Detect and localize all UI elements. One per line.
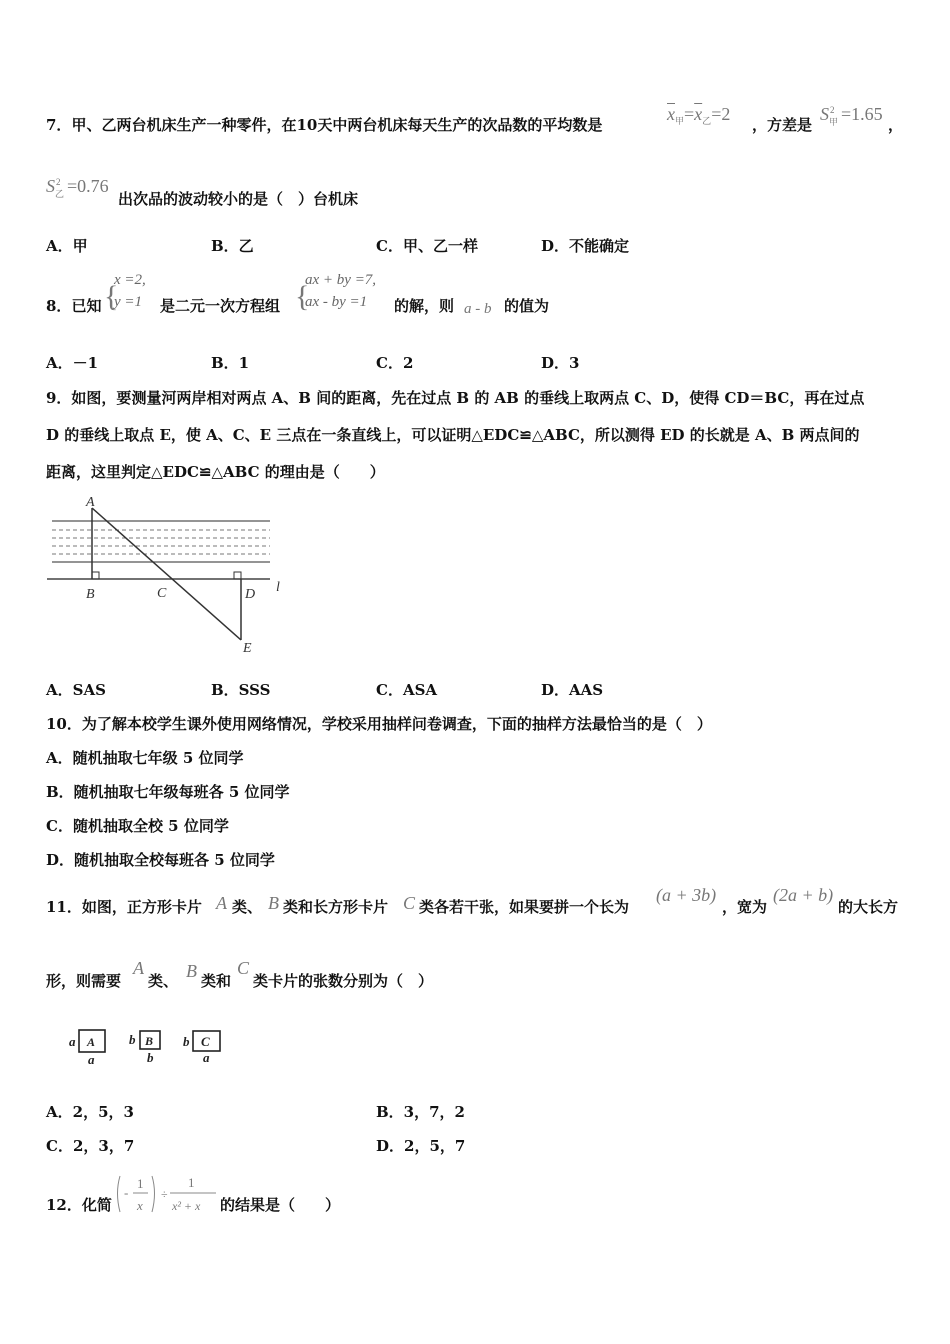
- q7-line1: 7．甲、乙两台机床生产一种零件，在10天中两台机床每天生产的次品数的平均数是: [46, 116, 603, 134]
- q7-text3: ，方差是: [752, 116, 813, 134]
- q11-width-expr: (2a + b): [773, 885, 834, 905]
- svg-text:x² + x: x² + x: [172, 1199, 201, 1213]
- q9-line1: 9．如图，要测量河两岸相对两点 A、B 间的距离，先在过点 B 的 AB 的垂线上取两点 C、D，使得 CD＝BC，再在过点: [46, 389, 865, 407]
- figure-label-c: C: [157, 586, 167, 601]
- svg-text:x: x: [137, 1198, 143, 1213]
- q9-river-figure: [40, 490, 300, 665]
- q12-line: 12．化简: [46, 1196, 112, 1214]
- q8-expr: a - b: [464, 301, 492, 317]
- card-a-side: a: [69, 1034, 76, 1049]
- q10-option-c[interactable]: C．随机抽取全校 5 位同学: [46, 817, 229, 835]
- q8-system-2: ax + by =7, ax - by =1: [305, 272, 377, 310]
- q7-number: 7．: [46, 116, 72, 134]
- q11-option-d[interactable]: D．2，5，7: [376, 1137, 466, 1155]
- q9-option-a[interactable]: A．SAS: [46, 681, 106, 699]
- figure-label-l: l: [276, 580, 280, 595]
- q7-option-a[interactable]: A．甲: [46, 237, 88, 255]
- card-c-side: b: [183, 1034, 190, 1049]
- q7-var2: S 2 乙 =0.76: [46, 176, 109, 199]
- q7-option-c[interactable]: C．甲、乙一样: [376, 237, 478, 255]
- q11-option-c[interactable]: C．2，3，7: [46, 1137, 135, 1155]
- card-b-bottom: b: [147, 1050, 154, 1065]
- q9-line3: 距离，这里判定△EDC≌△ABC 的理由是（ ）: [46, 463, 385, 481]
- q8-system-1: x =2, y =1: [114, 272, 146, 310]
- q7-option-d[interactable]: D．不能确定: [541, 237, 630, 255]
- q11-option-b[interactable]: B．3，7，2: [376, 1103, 465, 1121]
- document-page: 7．甲、乙两台机床生产一种零件，在10天中两台机床每天生产的次品数的平均数是 $\overline{x}_甲=\overline{x}_乙=2$ ，方差是 S 2 甲 =1.65 ， S 2 乙 =0.76 出次品的波动较小的是（ ）台机床 A．甲 B．乙 C．甲、乙一样 D．不能确定 8．已知 { x =2, y =1 是二元一次方程组 { ax + by =7, ax - by =1 的解，则 a - b 的值为 A．－1 B．1 C．2 D．3 9．如图，要测量河两岸相对两点 A、B 间的距离，先在过点 B 的 AB 的垂线上取两点 C、D，使得 CD＝BC，再在过点 D 的垂线上取点 E，使 A、C、E 三点在一条直线上，可以证明△EDC≌△ABC，所以测得 ED 的长就是 A、B 两点间的 距离，这里判定△EDC≌△ABC 的理由是（ ） A B C D E l A．SAS B．SSS C．ASA D．AAS 10．为了解本校学生课外使用网络情况，学校采用抽样问卷调查，下面的抽样方法最恰当的是（ ） A．随机抽取七年级 5 位同学 B．随机抽取七年级每班各 5 位同学 C．随机抽取全校 5 位同学 D．随机抽取全校每班各 5 位同学 11．如图，正方形卡片 A 类、 B 类和长方形卡片 C 类各若干张，如果要拼一个长为 (a + 3b) ，宽为 (2a + b) 的大长方 形，则需要 A 类、 B 类和 C 类卡片的张数分别为（ ） a A a b B b b C a A．2，5，3 B．3，7，2 C．2，3，7 D．2，5，7 12．化简 - 1 x ÷ 1 x² + x 的结果是（ ）: [0, 0, 950, 1344]
- q8-brace-1: {: [104, 280, 119, 313]
- q8-brace-2: {: [295, 280, 310, 313]
- figure-label-d: D: [245, 587, 256, 602]
- card-b-label: B: [145, 1034, 154, 1048]
- q9-option-b[interactable]: B．SSS: [211, 681, 271, 699]
- card-c-label: C: [201, 1034, 210, 1049]
- q7-text4: 出次品的波动较小的是（ ）台机床: [118, 190, 359, 208]
- q8-line: 8．已知: [46, 297, 102, 315]
- q7-mean-expr: $\overline{x}_甲=\overline{x}_乙=2$: [667, 104, 731, 126]
- q9-option-d[interactable]: D．AAS: [541, 681, 604, 699]
- q11-line1: 11．如图，正方形卡片: [46, 898, 202, 916]
- svg-text:-: -: [124, 1185, 129, 1200]
- svg-text:1: 1: [137, 1176, 144, 1191]
- q10-option-d[interactable]: D．随机抽取全校每班各 5 位同学: [46, 851, 275, 869]
- card-b-side: b: [129, 1032, 136, 1047]
- q8-option-b[interactable]: B．1: [211, 354, 250, 372]
- q7-var1: S 2 甲 =1.65: [820, 104, 883, 127]
- q11-cards-figure: [62, 1018, 252, 1068]
- q8-option-d[interactable]: D．3: [541, 354, 580, 372]
- q11-option-a[interactable]: A．2，5，3: [46, 1103, 134, 1121]
- q8-option-a[interactable]: A．－1: [46, 354, 99, 372]
- svg-text:÷: ÷: [161, 1187, 168, 1201]
- q12-expression: [112, 1170, 222, 1218]
- q8-option-c[interactable]: C．2: [376, 354, 414, 372]
- figure-label-a: A: [86, 495, 95, 510]
- q10-line1: 10．为了解本校学生课外使用网络情况，学校采用抽样问卷调查，下面的抽样方法最恰当的是（ ）: [46, 715, 712, 733]
- card-a-label: A: [87, 1035, 96, 1049]
- q9-option-c[interactable]: C．ASA: [376, 681, 438, 699]
- q9-line2: D 的垂线上取点 E，使 A、C、E 三点在一条直线上，可以证明△EDC≌△ABC，所以测得 ED 的长就是 A、B 两点间的: [46, 426, 860, 444]
- figure-label-b: B: [86, 587, 95, 602]
- q10-option-b[interactable]: B．随机抽取七年级每班各 5 位同学: [46, 783, 290, 801]
- q11-length-expr: (a + 3b): [656, 885, 717, 905]
- card-a-bottom: a: [88, 1052, 95, 1067]
- figure-label-e: E: [243, 641, 252, 656]
- q7-option-b[interactable]: B．乙: [211, 237, 254, 255]
- q10-option-a[interactable]: A．随机抽取七年级 5 位同学: [46, 749, 244, 767]
- svg-text:1: 1: [188, 1175, 195, 1190]
- card-c-bottom: a: [203, 1050, 210, 1065]
